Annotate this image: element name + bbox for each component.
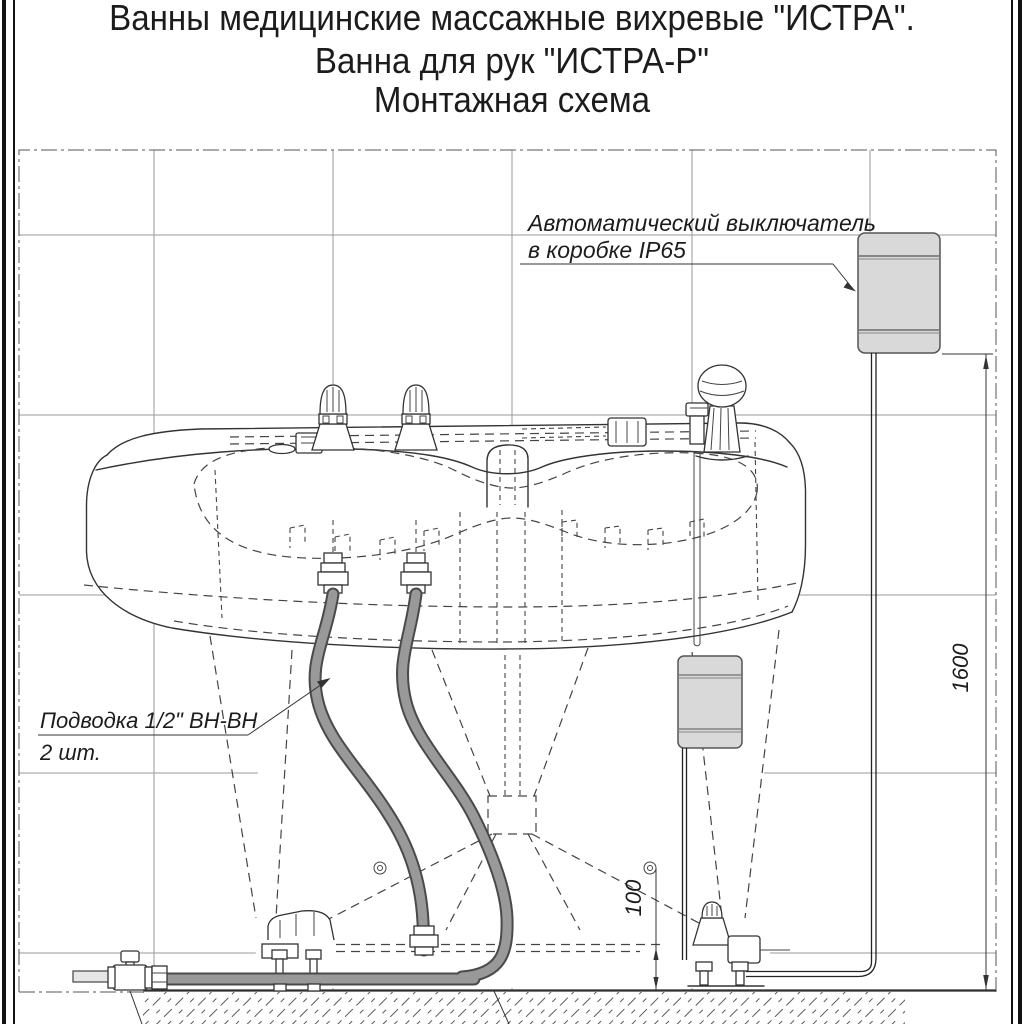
dimension-100-text: 100: [621, 879, 646, 917]
faucet-knob-left: [312, 385, 354, 450]
supply-valve: [73, 951, 167, 990]
dimension-1600-text: 1600: [948, 643, 973, 693]
faucet-knob-right: [395, 385, 437, 450]
breaker-label-line1: Автоматический выключатель: [528, 210, 877, 236]
breaker-label: [520, 210, 876, 292]
title-block: [109, 0, 915, 120]
breaker-label-line2: в коробке IP65: [528, 237, 686, 263]
page-title-line2: Ванна для рук "ИСТРА-Р": [314, 41, 710, 82]
floor-hatch: [143, 992, 905, 1024]
page-title-line1: Ванны медицинские массажные вихревые "ИСТРА".: [109, 0, 915, 39]
supply-label-line2: 2 шт.: [40, 740, 101, 765]
breaker-leader-arrow: [844, 282, 857, 292]
floor: [143, 991, 996, 1024]
supply-label-line1: Подводка 1/2" ВН-ВН: [40, 708, 258, 733]
dimension-1600: [942, 354, 993, 990]
page-title-line3: Монтажная схема: [373, 80, 651, 121]
